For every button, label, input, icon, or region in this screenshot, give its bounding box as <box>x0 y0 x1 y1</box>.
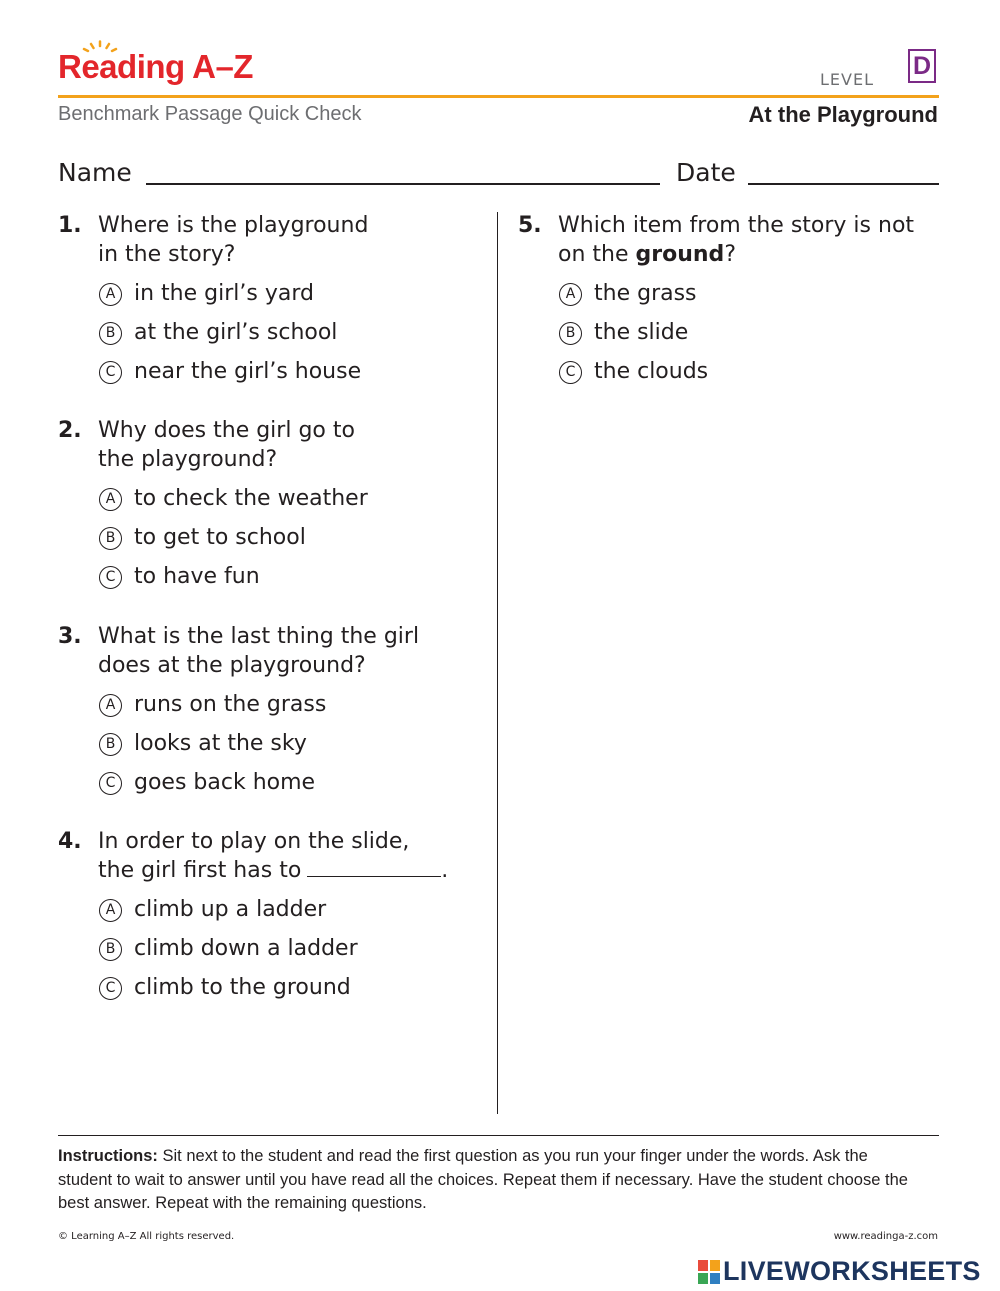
option-circle-icon[interactable]: B <box>99 733 122 756</box>
question-line: What is the last thing the girl <box>98 624 420 649</box>
question-number: 1. <box>58 213 82 238</box>
page-subtitle: Benchmark Passage Quick Check <box>58 103 362 125</box>
instructions-text: Sit next to the student and read the first question as you run your finger under the words. Ask the student to wait to answer until you have read all the choices. Repeat them if necessary. Have the student choose the best answer. Repeat with the remaining questions. <box>58 1147 908 1212</box>
question-3 <box>58 622 419 807</box>
answer-option-b[interactable] <box>559 318 914 357</box>
question-line <box>98 856 448 885</box>
option-circle-icon[interactable]: B <box>99 938 122 961</box>
option-circle-icon[interactable]: A <box>99 283 122 306</box>
liveworksheets-logo-icon <box>698 1260 720 1284</box>
question-number: 5. <box>518 213 542 238</box>
option-text: climb to the ground <box>134 975 351 1000</box>
question-line: the playground? <box>98 447 278 472</box>
question-punctuation: . <box>441 858 449 883</box>
answer-option-a[interactable] <box>99 895 448 934</box>
answer-option-c[interactable] <box>559 357 914 396</box>
option-text: the grass <box>594 281 697 306</box>
option-text: at the girl’s school <box>134 320 338 345</box>
column-divider <box>497 212 498 1114</box>
option-text: looks at the sky <box>134 731 307 756</box>
answer-option-c[interactable] <box>99 973 448 1012</box>
question-text: the girl first has to <box>98 858 302 883</box>
name-field-line[interactable] <box>146 183 660 185</box>
level-label: LEVEL <box>820 70 874 89</box>
answer-option-a[interactable] <box>99 484 368 523</box>
option-circle-icon[interactable]: A <box>99 694 122 717</box>
date-field-line[interactable] <box>748 183 939 185</box>
footer-divider <box>58 1135 939 1136</box>
instructions-label: Instructions: <box>58 1147 158 1165</box>
copyright: © Learning A–Z All rights reserved. <box>58 1231 235 1242</box>
reading-az-logo <box>58 40 258 92</box>
header-divider <box>58 95 939 98</box>
logo-text: Reading A–Z <box>58 48 253 85</box>
answer-option-a[interactable] <box>559 279 914 318</box>
answer-option-c[interactable] <box>99 768 419 807</box>
question-text: on the <box>558 242 629 267</box>
option-circle-icon[interactable]: C <box>99 566 122 589</box>
option-circle-icon[interactable]: A <box>99 899 122 922</box>
level-letter: D <box>912 51 932 80</box>
option-text: to have fun <box>134 564 260 589</box>
option-text: climb up a ladder <box>134 897 327 922</box>
question-number: 2. <box>58 418 82 443</box>
option-text: near the girl’s house <box>134 359 362 384</box>
option-circle-icon[interactable]: C <box>559 361 582 384</box>
answer-blank[interactable] <box>307 856 441 877</box>
question-number: 3. <box>58 624 82 649</box>
option-text: to get to school <box>134 525 306 550</box>
question-line: does at the playground? <box>98 653 366 678</box>
question-line: Why does the girl go to <box>98 418 355 443</box>
option-text: to check the weather <box>134 486 368 511</box>
question-line: in the story? <box>98 242 236 267</box>
answer-option-b[interactable] <box>99 523 368 562</box>
option-text: in the girl’s yard <box>134 281 314 306</box>
answer-option-b[interactable] <box>99 318 368 357</box>
question-5 <box>518 211 914 396</box>
question-line: Which item from the story is not <box>558 213 915 238</box>
question-line <box>558 240 914 269</box>
answer-option-a[interactable] <box>99 690 419 729</box>
answer-option-b[interactable] <box>99 934 448 973</box>
option-text: climb down a ladder <box>134 936 358 961</box>
answer-option-a[interactable] <box>99 279 368 318</box>
website-link[interactable]: www.readinga-z.com <box>833 1231 938 1242</box>
answer-option-c[interactable] <box>99 357 368 396</box>
name-label: Name <box>58 158 132 187</box>
option-circle-icon[interactable]: B <box>99 527 122 550</box>
option-circle-icon[interactable]: B <box>99 322 122 345</box>
question-2 <box>58 416 368 601</box>
option-circle-icon[interactable]: C <box>99 977 122 1000</box>
option-text: goes back home <box>134 770 316 795</box>
answer-option-c[interactable] <box>99 562 368 601</box>
option-text: the slide <box>594 320 689 345</box>
question-line: Where is the playground <box>98 213 369 238</box>
liveworksheets-watermark <box>698 1256 981 1287</box>
option-circle-icon[interactable]: C <box>99 361 122 384</box>
answer-option-b[interactable] <box>99 729 419 768</box>
option-circle-icon[interactable]: B <box>559 322 582 345</box>
question-punctuation: ? <box>724 242 736 267</box>
option-text: runs on the grass <box>134 692 327 717</box>
question-line: In order to play on the slide, <box>98 829 410 854</box>
instructions <box>58 1145 918 1216</box>
story-title: At the Playground <box>748 102 938 127</box>
date-label: Date <box>676 158 736 187</box>
option-text: the clouds <box>594 359 709 384</box>
question-1 <box>58 211 368 396</box>
emphasized-word: ground <box>635 242 725 267</box>
option-circle-icon[interactable]: A <box>99 488 122 511</box>
level-badge <box>908 49 936 83</box>
option-circle-icon[interactable]: A <box>559 283 582 306</box>
question-number: 4. <box>58 829 82 854</box>
liveworksheets-text: LIVEWORKSHEETS <box>723 1256 981 1286</box>
question-4 <box>58 827 448 1012</box>
option-circle-icon[interactable]: C <box>99 772 122 795</box>
